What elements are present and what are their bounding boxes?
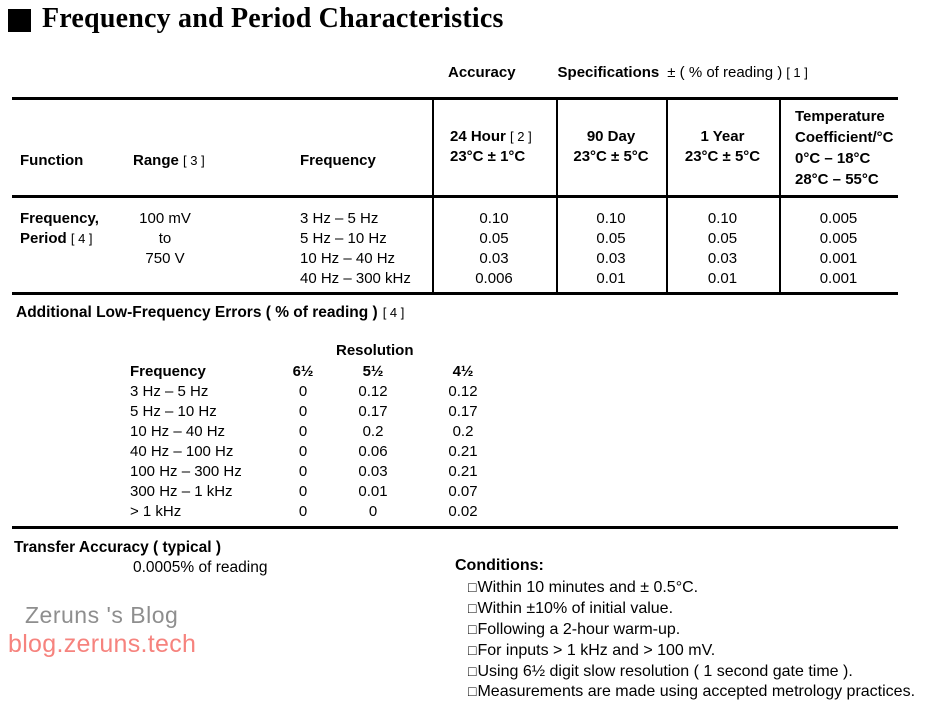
- square-bullet-icon: □: [468, 683, 477, 700]
- table-header-separator: [12, 195, 898, 198]
- resolution-label: Resolution: [336, 342, 414, 359]
- section-divider: [12, 526, 898, 529]
- specifications-word: Specifications: [557, 64, 660, 81]
- value: 0.01: [596, 270, 626, 287]
- watermark-blog-url: blog.zeruns.tech: [8, 630, 197, 658]
- condition-item: [468, 663, 915, 684]
- condition-item: [468, 579, 915, 600]
- condition-text: Measurements are made using accepted metrology practices.: [477, 683, 916, 701]
- square-bullet-icon: □: [468, 641, 477, 658]
- footnote-ref-3: [ 3 ]: [183, 153, 205, 168]
- conditions-heading: Conditions:: [455, 557, 544, 574]
- value: 0.10: [596, 210, 626, 227]
- lf-value: 0: [298, 463, 308, 480]
- header-function: Function: [20, 152, 84, 169]
- table-row: [130, 483, 516, 503]
- header-temp-coefficient: [795, 106, 894, 190]
- lf-value: 0.07: [448, 483, 478, 500]
- table-row: [130, 403, 516, 423]
- lf-value: 0: [298, 503, 308, 520]
- lf-value: 0: [368, 503, 378, 520]
- table-row: [130, 503, 516, 523]
- square-bullet-icon: □: [468, 599, 477, 616]
- condition-text: Following a 2-hour warm-up.: [477, 620, 681, 638]
- cell-frequency: [300, 209, 411, 289]
- frequency-band: 3 Hz – 5 Hz: [300, 210, 379, 227]
- header-90-day-line1: 90 Day: [586, 128, 636, 145]
- lf-value: 0: [298, 483, 308, 500]
- range-line: 750 V: [145, 250, 185, 267]
- condition-item: [468, 600, 915, 621]
- header-90-day: [556, 127, 666, 167]
- value: 0.006: [475, 270, 513, 287]
- header-90-day-line2: 23°C ± 5°C: [573, 148, 649, 165]
- value: 0.05: [596, 230, 626, 247]
- cell-temp-coefficient-values: [779, 209, 898, 289]
- lf-value: 0.03: [358, 463, 388, 480]
- lf-frequency: 10 Hz – 40 Hz: [130, 423, 226, 440]
- header-24-hour-label: 24 Hour: [450, 128, 506, 145]
- low-frequency-errors-title: Additional Low-Frequency Errors ( % of reading ): [16, 304, 378, 321]
- function-line2: [20, 229, 99, 249]
- accuracy-word: Accuracy: [448, 64, 516, 81]
- table-row: [130, 463, 516, 483]
- value: 0.005: [819, 210, 858, 227]
- table-top-border: [12, 97, 898, 100]
- section-bullet-icon: [8, 9, 31, 32]
- lf-header-row: [130, 363, 516, 383]
- lf-value: 0.21: [448, 463, 478, 480]
- transfer-accuracy-heading: Transfer Accuracy ( typical ): [14, 539, 222, 556]
- square-bullet-icon: □: [468, 620, 477, 637]
- condition-text: Within 10 minutes and ± 0.5°C.: [477, 579, 699, 596]
- value: 0.05: [479, 230, 509, 247]
- frequency-band: 10 Hz – 40 Hz: [300, 250, 396, 267]
- value: 0.03: [596, 250, 626, 267]
- header-24-hour-line1: [450, 127, 532, 147]
- lf-frequency: 300 Hz – 1 kHz: [130, 483, 233, 500]
- header-tc-line2: Coefficient/°C: [795, 129, 894, 146]
- conditions-list: [468, 579, 915, 704]
- value: 0.03: [707, 250, 738, 267]
- frequency-band: 40 Hz – 300 kHz: [300, 270, 411, 287]
- transfer-accuracy-value: 0.0005% of reading: [133, 559, 268, 576]
- condition-item: [468, 621, 915, 642]
- value: 0.01: [707, 270, 738, 287]
- lf-value: 0.02: [448, 503, 478, 520]
- header-tc-line1: Temperature: [795, 108, 885, 125]
- square-bullet-icon: □: [468, 662, 477, 679]
- lf-frequency: > 1 kHz: [130, 503, 182, 520]
- lf-value: 0.17: [358, 403, 388, 420]
- header-24-hour-line2: 23°C ± 1°C: [450, 148, 526, 165]
- value: 0.001: [819, 250, 858, 267]
- lf-value: 0: [298, 403, 308, 420]
- header-1-year: [666, 127, 779, 167]
- header-range: [133, 152, 205, 169]
- lf-header-6-digit: 6½: [292, 363, 314, 380]
- lf-value: 0.21: [448, 443, 478, 460]
- lf-value: 0.12: [358, 383, 388, 400]
- condition-item: [468, 642, 915, 663]
- function-line2-label: Period: [20, 230, 67, 247]
- header-1-year-line1: 1 Year: [700, 128, 745, 145]
- lf-value: 0.06: [358, 443, 388, 460]
- low-frequency-errors-table: [130, 363, 516, 523]
- header-frequency: Frequency: [300, 152, 376, 169]
- square-bullet-icon: □: [468, 579, 477, 595]
- lf-frequency: 100 Hz – 300 Hz: [130, 463, 242, 480]
- range-line: 100 mV: [139, 210, 191, 227]
- table-row: [130, 443, 516, 463]
- footnote-ref-4: [ 4 ]: [70, 231, 93, 246]
- footnote-ref-4: [ 4 ]: [382, 305, 405, 320]
- lf-frequency: 40 Hz – 100 Hz: [130, 443, 234, 460]
- header-tc-line3: 0°C – 18°C: [795, 150, 871, 167]
- header-1-year-line2: 23°C ± 5°C: [684, 148, 761, 165]
- cell-90-day-values: [556, 209, 666, 289]
- footnote-ref-2: [ 2 ]: [510, 129, 532, 144]
- watermark-blog-name: Zeruns 's Blog: [25, 602, 179, 628]
- cell-24-hour-values: [432, 209, 556, 289]
- lf-value: 0.2: [362, 423, 384, 440]
- condition-text: Using 6½ digit slow resolution ( 1 second gate time ).: [477, 662, 853, 680]
- range-line: to: [158, 230, 172, 247]
- header-tc-line4: 28°C – 55°C: [795, 171, 879, 188]
- condition-item: [468, 683, 915, 704]
- accuracy-specifications-heading: [448, 64, 808, 81]
- lf-value: 0: [298, 383, 308, 400]
- page-title: Frequency and Period Characteristics: [42, 3, 504, 34]
- lf-frequency: 5 Hz – 10 Hz: [130, 403, 217, 420]
- lf-header-5-digit: 5½: [362, 363, 384, 380]
- frequency-band: 5 Hz – 10 Hz: [300, 230, 387, 247]
- lf-header-4-digit: 4½: [452, 363, 474, 380]
- table-bottom-border: [12, 292, 898, 295]
- lf-value: 0.17: [448, 403, 478, 420]
- value: 0.10: [707, 210, 738, 227]
- condition-text: For inputs > 1 kHz and > 100 mV.: [477, 641, 716, 659]
- value: 0.005: [819, 230, 858, 247]
- lf-frequency: 3 Hz – 5 Hz: [130, 383, 209, 400]
- lf-value: 0: [298, 423, 308, 440]
- lf-value: 0.01: [358, 483, 388, 500]
- lf-value: 0: [298, 443, 308, 460]
- cell-1-year-values: [666, 209, 779, 289]
- lf-value: 0.12: [448, 383, 478, 400]
- value: 0.10: [479, 210, 509, 227]
- table-row: [130, 383, 516, 403]
- lf-value: 0.2: [452, 423, 474, 440]
- condition-text: Within ±10% of initial value.: [477, 599, 674, 617]
- cell-function: [20, 209, 99, 249]
- lf-header-frequency: Frequency: [130, 363, 206, 380]
- header-range-label: Range: [133, 152, 179, 169]
- accuracy-units: ± ( % of reading ): [667, 64, 783, 81]
- function-line1: Frequency,: [20, 210, 99, 227]
- footnote-ref-1: [ 1 ]: [786, 65, 808, 80]
- cell-range: [130, 209, 200, 269]
- low-frequency-errors-heading: [16, 304, 404, 322]
- accuracy-spec-table: [12, 97, 898, 295]
- value: 0.03: [479, 250, 509, 267]
- value: 0.05: [707, 230, 738, 247]
- header-24-hour: [450, 127, 532, 167]
- value: 0.001: [819, 270, 858, 287]
- table-row: [130, 423, 516, 443]
